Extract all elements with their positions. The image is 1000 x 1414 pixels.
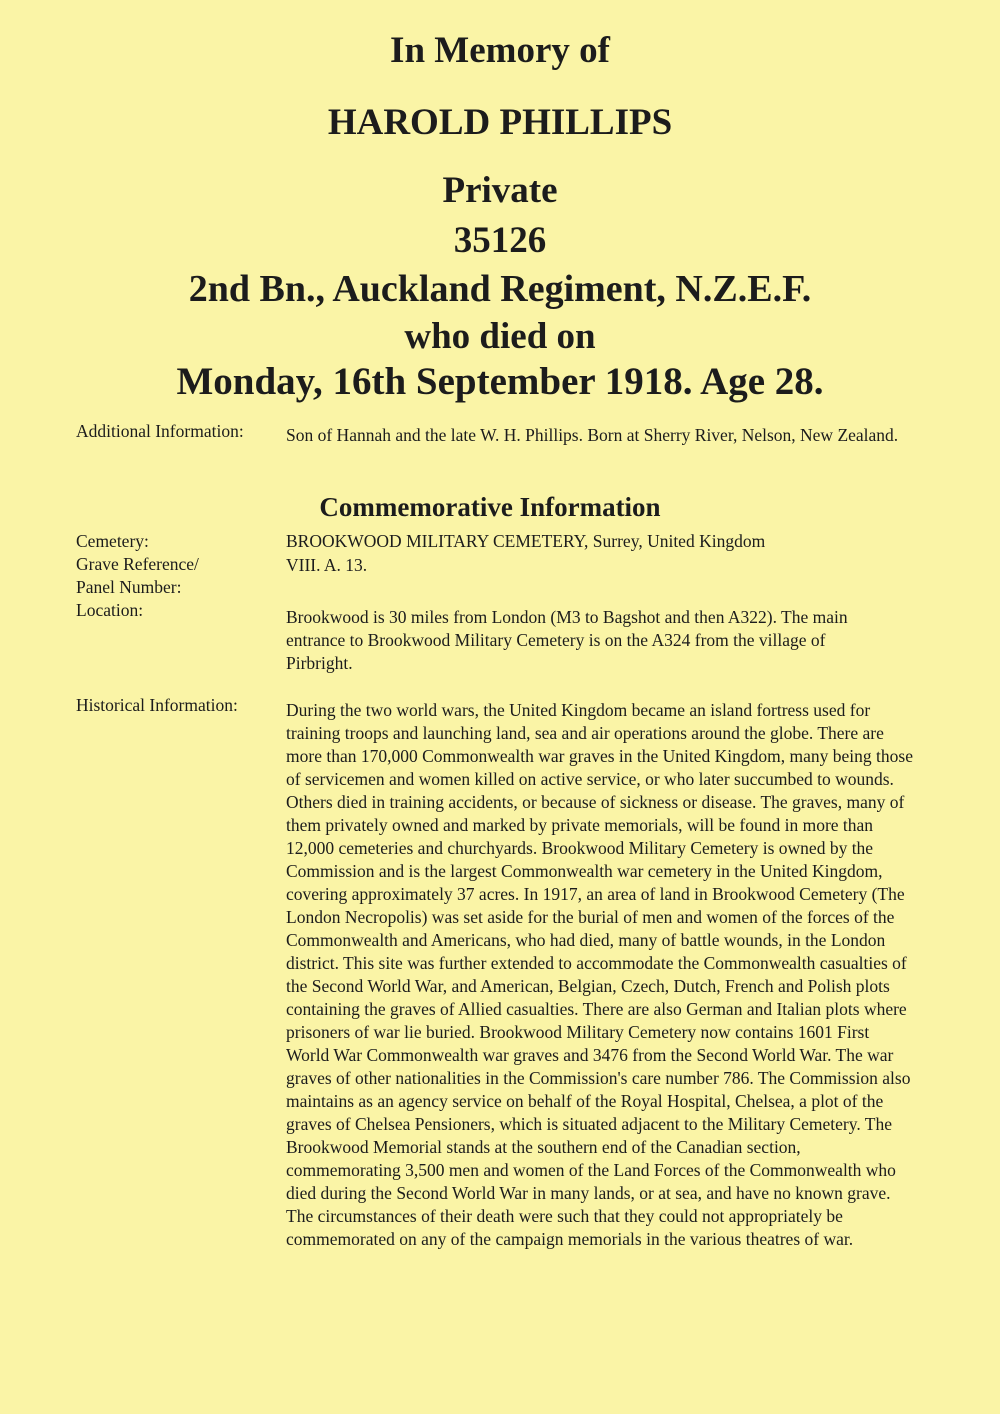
additional-info-text: Son of Hannah and the late W. H. Phillips. Born at Sherry River, Nelson, New Zealand. — [286, 425, 899, 445]
cemetery-value: BROOKWOOD MILITARY CEMETERY, Surrey, United Kingdom — [286, 531, 766, 551]
soldier-rank: Private — [442, 170, 558, 211]
in-memory-heading: In Memory of — [390, 30, 610, 71]
historical-info-text: During the two world wars, the United Kingdom became an island fortress used for training troops and launching land, sea and air operations around the globe. There are more than 170,000 Commonwealth war graves in the United Kingdom, many being those of servicemen and women killed on active service, or who later succumbed to wounds. Others died in training accidents, or because of sickness or disease. The graves, many of them privately owned and marked by private memorials, will be found in more than 12,000 cemeteries and churchyards. Brookwood Military Cemetery is owned by the Commission and is the largest Commonwealth war cemetery in the United Kingdom, covering approximately 37 acres. In 1917, an area of land in Brookwood Cemetery (The London Necropolis) was set aside for the burial of men and women of the forces of the Commonwealth and Americans, who had died, many of battle wounds, in the London district. This site was further extended to accommodate the Commonwealth casualties of the Second World War, and American, Belgian, Czech, Dutch, French and Polish plots containing the graves of Allied casualties. There are also German and Italian plots where prisoners of war lie buried. Brookwood Military Cemetery now contains 1601 First World War Commonwealth war graves and 3476 from the Second World War. The war graves of other nationalities in the Commission's care number 786. The Commission also maintains as an agency service on behalf of the Royal Hospital, Chelsea, a plot of the graves of Chelsea Pensioners, which is situated adjacent to the Military Cemetery. The Brookwood Memorial stands at the southern end of the Canadian section, commemorating 3,500 men and women of the Land Forces of the Commonwealth who died during the Second World War in many lands, or at sea, and have no known grave. The circumstances of their death were such that they could not appropriately be commemorated on any of the campaign memorials in the various theatres of war. — [286, 700, 913, 1249]
location-value: Brookwood is 30 miles from London (M3 to Bagshot and then A322). The main entrance to Brookwood Military Cemetery is on the A324 from the village of Pirbright. — [286, 607, 848, 673]
death-date-age: Monday, 16th September 1918. Age 28. — [176, 360, 824, 403]
additional-info-label: Additional Information: — [76, 421, 244, 441]
location-label: Location: — [76, 600, 144, 620]
panel-number-label: Panel Number: — [76, 577, 182, 597]
historical-info-label: Historical Information: — [76, 695, 238, 715]
soldier-unit: 2nd Bn., Auckland Regiment, N.Z.E.F. — [188, 268, 812, 310]
died-on-text: who died on — [404, 316, 596, 357]
grave-reference-value: VIII. A. 13. — [286, 555, 368, 575]
soldier-name: HAROLD PHILLIPS — [327, 102, 673, 143]
cemetery-label: Cemetery: — [76, 531, 149, 551]
grave-reference-label: Grave Reference/ — [76, 554, 199, 574]
service-number: 35126 — [453, 220, 547, 261]
commemorative-heading: Commemorative Information — [319, 492, 661, 522]
